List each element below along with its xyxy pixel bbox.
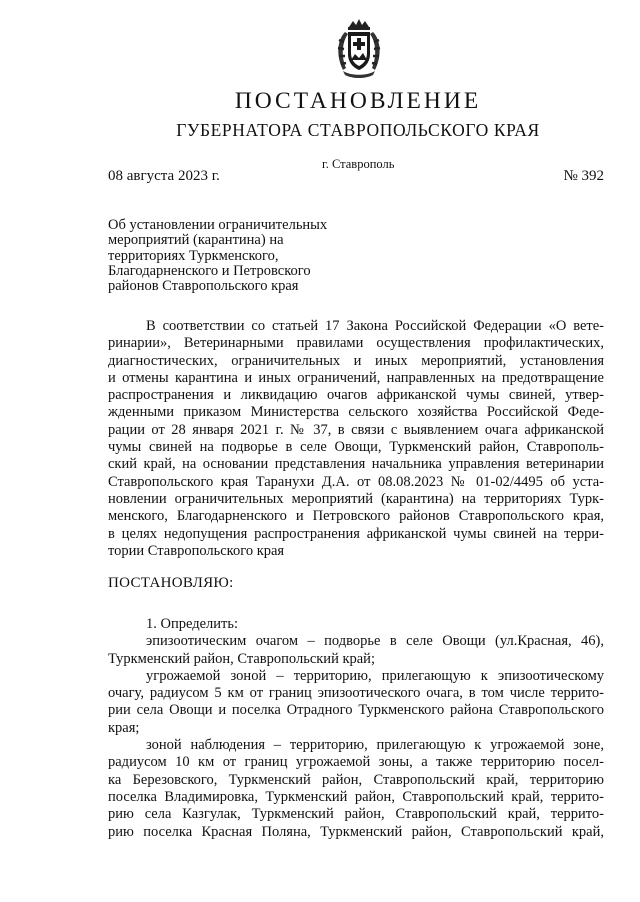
preamble-line: в целях недопущения распространения африканской чумы свиней на терри- — [108, 525, 604, 542]
item-line: рии села Овощи и поселка Отрадного Туркменского района Ставропольского — [108, 702, 604, 719]
coat-of-arms-emblem — [333, 18, 385, 80]
preamble-line: чумы свиней на подворье в селе Овощи, Туркменский район, Ставрополь- — [108, 439, 604, 456]
preamble-line: рации от 28 января 2021 г. № 37, в связи с выявлением очага африканской — [108, 421, 604, 438]
heading-line: территориях Туркменского, — [108, 247, 279, 264]
item-line: Туркменский район, Ставропольский край; — [108, 650, 375, 667]
preamble-line: жденными приказом Министерства сельского хозяйства Российской Феде- — [108, 404, 604, 421]
decree-word: ПОСТАНОВЛЯЮ: — [108, 575, 234, 591]
heading-line: Об установлении ограничительных — [108, 217, 328, 233]
preamble-line: распространения и ликвидацию очагов африканской чумы свиней, утвер- — [108, 387, 604, 404]
preamble-line: Ставропольского края Таранухи Д.А. от 08.08.2023 № 01-02/4495 об уста- — [108, 473, 604, 490]
document-heading — [108, 218, 368, 294]
item-line: поселка Владимировка, Туркменский район, Ставропольский край, террито- — [108, 788, 604, 805]
item-line: очагу, радиусом 5 км от границ эпизоотического очага, в том числе террито- — [108, 685, 604, 702]
item-line: ка Березовского, Туркменский район, Ставропольский край, территорию — [108, 771, 604, 788]
item-1-paragraph — [108, 616, 604, 841]
preamble-line: ский край, на основании представления начальника управления ветеринарии — [108, 456, 604, 473]
heading-line: Благодарненского и Петровского — [108, 262, 311, 279]
heading-line: районов Ставропольского края — [108, 278, 299, 295]
preamble-line: менского, Благодарненского и Петровского районов Ставропольского края, — [108, 508, 604, 525]
heading-line: мероприятий (карантина) на — [108, 232, 284, 249]
preamble-line: В соответствии со статьей 17 Закона Российской Федерации «О вете- — [146, 318, 604, 334]
document-date: 08 августа 2023 г. — [108, 168, 220, 184]
preamble-line: новлении ограничительных мероприятий (карантина) на территориях Турк- — [108, 490, 604, 507]
item-line: эпизоотическим очагом – подворье в селе Овощи (ул.Красная, 46), — [146, 633, 604, 650]
preamble-line: и отмены карантина и иных ограничений, направленных на предотвращение — [108, 369, 604, 386]
item-line: зоной наблюдения – территорию, прилегающую к угрожаемой зоне, — [146, 737, 604, 754]
item-line: рию поселка Красная Поляна, Туркменский район, Ставропольский край, — [108, 823, 604, 840]
item-line: рию села Казгулак, Туркменский район, Ставропольский край, террито- — [108, 806, 604, 823]
preamble-paragraph — [108, 318, 604, 560]
preamble-line: тории Ставропольского края — [108, 542, 285, 559]
document-number: № 392 — [563, 168, 604, 184]
item-line: края; — [108, 719, 140, 736]
document-subtitle: ГУБЕРНАТОРА СТАВРОПОЛЬСКОГО КРАЯ — [176, 120, 540, 140]
city-label: г. Ставрополь — [322, 157, 395, 171]
document-title: ПОСТАНОВЛЕНИЕ — [234, 88, 482, 114]
item-line: 1. Определить: — [146, 616, 239, 632]
item-line: угрожаемой зоной – территорию, прилегающую к эпизоотическому — [146, 667, 604, 684]
item-line: радиусом 10 км от границ угрожаемой зоны, а также территорию посел- — [108, 754, 604, 771]
preamble-line: ринарии», Ветеринарными правилами осуществления профилактических, — [108, 335, 604, 352]
preamble-line: диагностических, ограничительных и иных мероприятий, установления — [108, 352, 604, 369]
